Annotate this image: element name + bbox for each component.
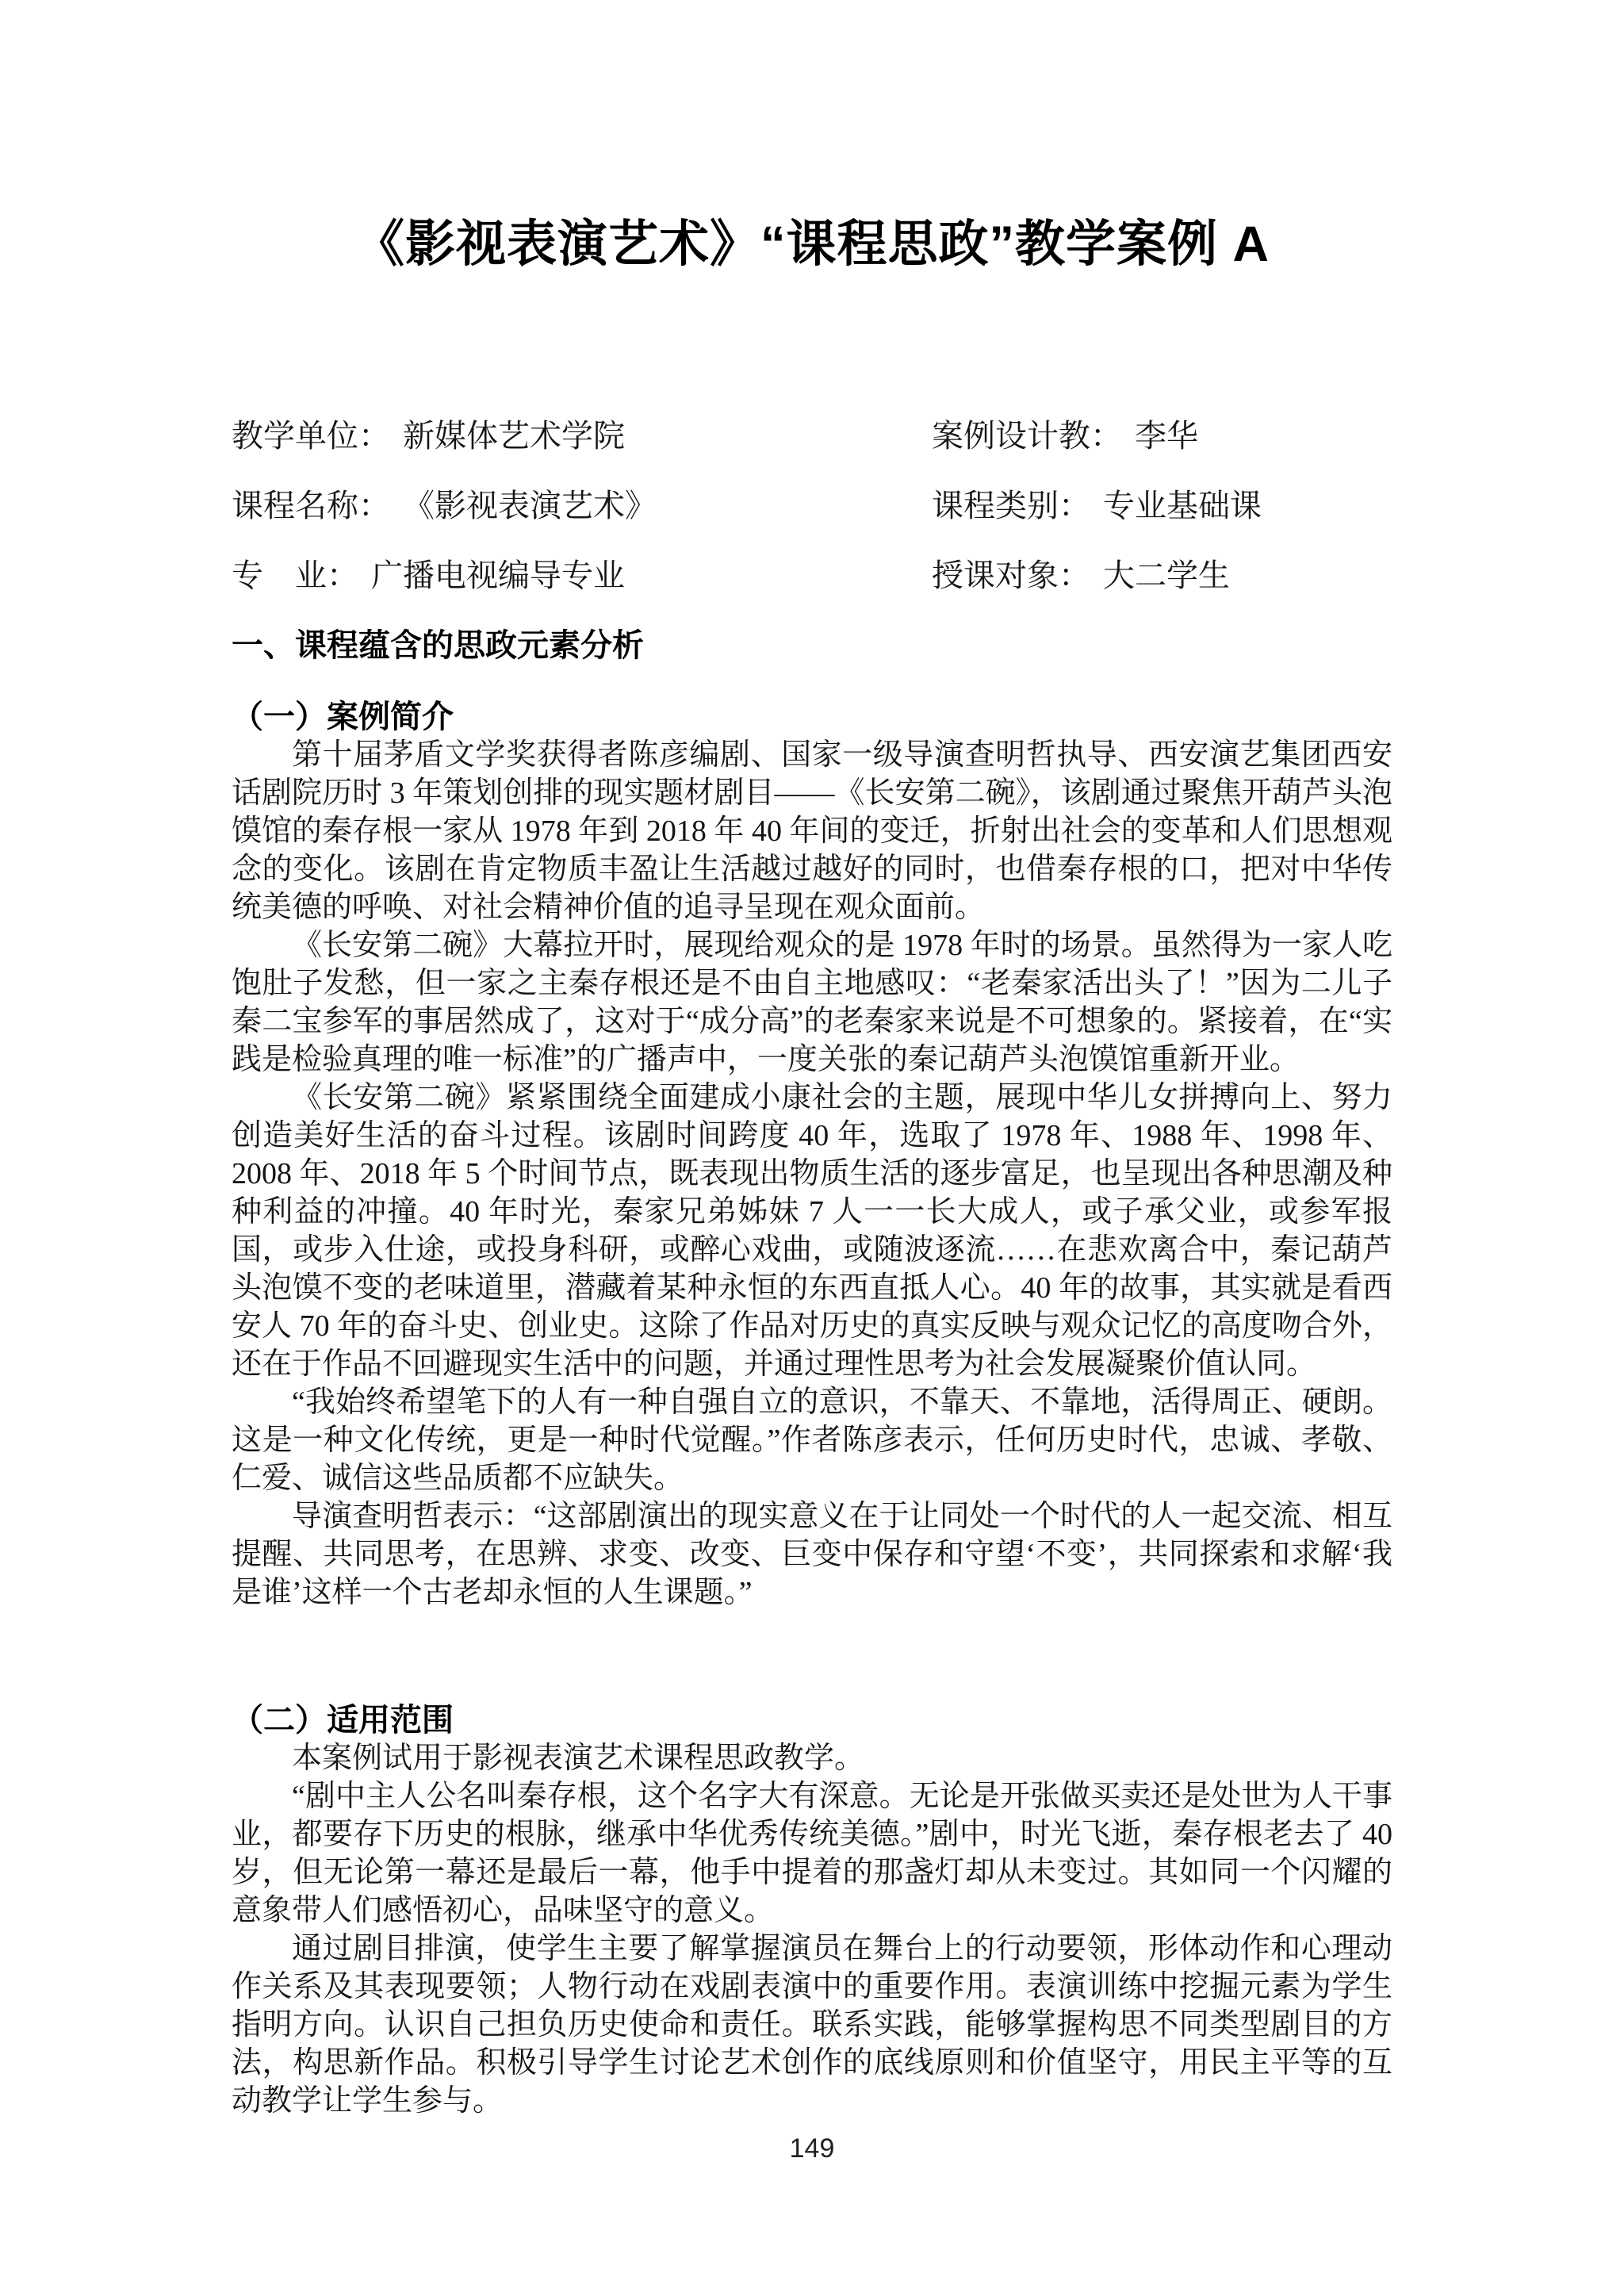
meta-value: 大二学生 [1103,558,1230,593]
meta-label: 案例设计教： [932,418,1122,454]
meta-course-category [932,487,1392,525]
meta-value: 广播电视编导专业 [371,558,625,593]
subsection-2-heading: （二）适用范围 [232,1702,454,1738]
subsection-1-heading: （一）案例简介 [232,699,454,734]
meta-case-designer [932,417,1392,455]
document-title: 《影视表演艺术》“课程思政”教学案例 A [354,217,1270,272]
course-meta-block [232,417,1392,595]
paragraph: 《长安第二碗》紧紧围绕全面建成小康社会的主题，展现中华儿女拼搏向上、努力创造美好生活的奋斗过程。该剧时间跨度 40 年，选取了 1978 年、1988 年、1998 年、2008 年、2018 年 5 个时间节点，既表现出物质生活的逐步富足，也呈现出各种思潮及种种利益的冲撞。40 年时光，秦家兄弟姊妹 7 人一一长大成人，或子承父业，或参军报国，或步入仕途，或投身科研，或醉心戏曲，或随波逐流……在悲欢离合中，秦记葫芦头泡馍不变的老味道里，潜藏着某种永恒的东西直抵人心。40 年的故事，其实就是看西安人 70 年的奋斗史、创业史。这除了作品对历史的真实反映与观众记忆的高度吻合外，还在于作品不回避现实生活中的问题，并通过理性思考为社会发展凝聚价值认同。 [232,1081,1392,1381]
page-number: 149 [789,2133,835,2164]
meta-value: 专业基础课 [1103,488,1262,523]
subsection-2-body [232,1739,1392,2120]
meta-value: 《影视表演艺术》 [403,488,657,523]
paragraph: 《长安第二碗》大幕拉开时，展现给观众的是 1978 年时的场景。虽然得为一家人吃饱肚子发愁，但一家之主秦存根还是不由自主地感叹：“老秦家活出头了！”因为二儿子秦二宝参军的事居然成了，这对于“成分高”的老秦家来说是不可想象的。紧接着，在“实践是检验真理的唯一标准”的广播声中，一度关张的秦记葫芦头泡馍馆重新开业。 [232,929,1392,1076]
meta-value: 李华 [1135,418,1198,454]
meta-label: 授课对象： [932,558,1090,593]
paragraph: “我始终希望笔下的人有一种自强自立的意识，不靠天、不靠地，活得周正、硬朗。这是一种文化传统，更是一种时代觉醒。”作者陈彦表示，任何历史时代，忠诚、孝敬、仁爱、诚信这些品质都不应缺失。 [232,1386,1392,1495]
meta-value: 新媒体艺术学院 [403,418,625,454]
meta-row [232,417,1392,455]
meta-label: 专 业： [232,558,358,593]
meta-label: 课程类别： [932,488,1090,523]
meta-label: 教学单位： [232,418,390,454]
meta-row [232,557,1392,595]
paragraph: “剧中主人公名叫秦存根，这个名字大有深意。无论是开张做买卖还是处世为人干事业，都要存下历史的根脉，继承中华优秀传统美德。”剧中，时光飞逝，秦存根老去了 40 岁，但无论第一幕还是最后一幕，他手中提着的那盏灯却从未变过。其如同一个闪耀的意象带人们感悟初心，品味坚守的意义。 [232,1780,1392,1927]
paragraph: 第十届茅盾文学奖获得者陈彦编剧、国家一级导演查明哲执导、西安演艺集团西安话剧院历时 3 年策划创排的现实题材剧目——《长安第二碗》，该剧通过聚焦开葫芦头泡馍馆的秦存根一家从 1978 年到 2018 年 40 年间的变迁，折射出社会的变革和人们思想观念的变化。该剧在肯定物质丰盈让生活越过越好的同时，也借秦存根的口，把对中华传统美德的呼唤、对社会精神价值的追寻呈现在观众面前。 [232,738,1392,924]
paragraph: 通过剧目排演，使学生主要了解掌握演员在舞台上的行动要领，形体动作和心理动作关系及其表现要领；人物行动在戏剧表演中的重要作用。表演训练中挖掘元素为学生指明方向。认识自己担负历史使命和责任。联系实践，能够掌握构思不同类型剧目的方法，构思新作品。积极引导学生讨论艺术创作的底线原则和价值坚守，用民主平等的互动教学让学生参与。 [232,1932,1392,2118]
meta-major [232,557,932,595]
section-1-heading: 一、课程蕴含的思政元素分析 [232,627,644,663]
meta-teaching-unit [232,417,932,455]
paragraph: 导演查明哲表示：“这部剧演出的现实意义在于让同处一个时代的人一起交流、相互提醒、共同思考，在思辨、求变、改变、巨变中保存和守望‘不变’，共同探索和求解‘我是谁’这样一个古老却永恒的人生课题。” [232,1500,1392,1609]
paragraph: 本案例试用于影视表演艺术课程思政教学。 [292,1742,865,1775]
meta-target-students [932,557,1392,595]
meta-course-name [232,487,932,525]
meta-row [232,487,1392,525]
subsection-1-body [232,736,1392,1612]
meta-label: 课程名称： [232,488,390,523]
